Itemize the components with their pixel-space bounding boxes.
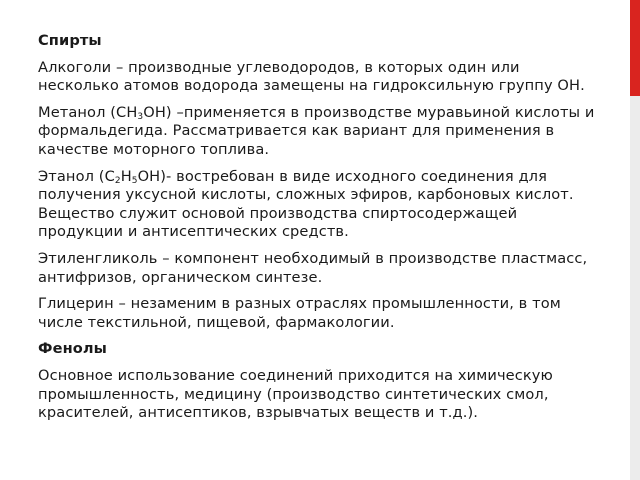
methanol-subscript: 3 bbox=[137, 111, 144, 122]
paragraph-phenols: Основное использование соединений приходится на химическую промышленность, медицину (производство синтетических смол, красителей, антисептиков, взрывчатых веществ и т.д.). bbox=[38, 366, 553, 422]
slide-content bbox=[38, 32, 598, 431]
paragraph-alcohols-intro: Алкоголи – производные углеводородов, в которых один или несколько атомов водорода замещены на гидроксильную группу ОН. bbox=[38, 58, 585, 95]
paragraph-ethylene-glycol: Этиленгликоль – компонент необходимый в производстве пластмасс, антифризов, органическом синтезе. bbox=[38, 249, 588, 286]
methanol-lead: Метанол (CH bbox=[38, 103, 138, 121]
methanol-tail: OH) –применяется в производстве муравьиной кислоты и формальдегида. Рассматривается как вариант для применения в качестве моторного топлива. bbox=[38, 103, 595, 158]
ethanol-mid: H bbox=[120, 167, 132, 185]
accent-bar bbox=[630, 0, 640, 480]
accent-bar-red bbox=[630, 0, 640, 96]
ethanol-subscript-2: 5 bbox=[131, 175, 138, 186]
ethanol-lead: Этанол (C bbox=[38, 167, 115, 185]
heading-alcohols: Спирты bbox=[38, 32, 102, 49]
ethanol-subscript-1: 2 bbox=[114, 175, 121, 186]
paragraph-glycerin: Глицерин – незаменим в разных отраслях промышленности, в том числе текстильной, пищевой, фармакологии. bbox=[38, 295, 561, 331]
accent-bar-grey bbox=[630, 96, 640, 480]
ethanol-tail: OH)- востребован в виде исходного соединения для получения уксусной кислоты, сложных эфиров, карбоновых кислот. Вещество служит основой производства спиртосодержащей продукции и антисептических средств. bbox=[38, 167, 574, 241]
heading-phenols: Фенолы bbox=[38, 340, 107, 358]
paragraph-ethanol bbox=[38, 168, 598, 242]
paragraph-methanol bbox=[38, 104, 598, 160]
